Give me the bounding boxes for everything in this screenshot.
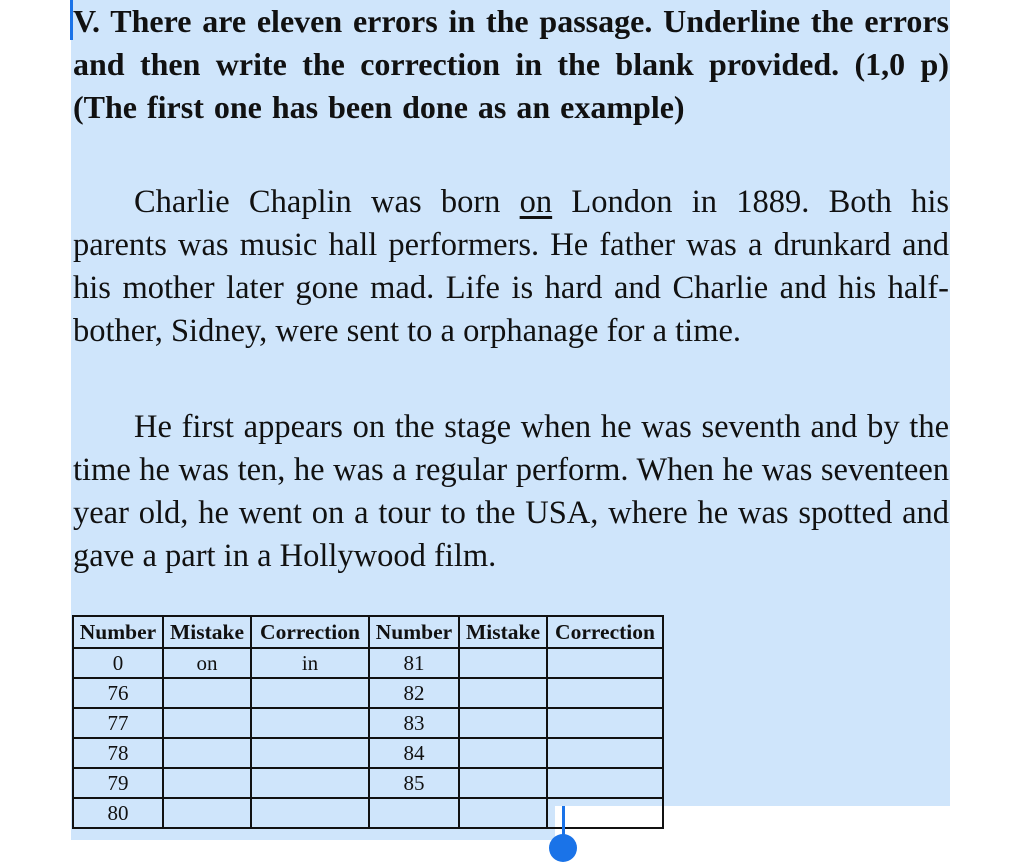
header-correction: Correction (251, 616, 369, 648)
mistake-cell[interactable] (163, 738, 251, 768)
number-cell: 76 (73, 678, 163, 708)
paragraph-1-after: London in 1889. Both his parents was music hall performers. He father was a drunkard and his mother later gone mad. Life is hard and Charlie and his half-bother, Sidney, were sent to a orphanage for a time. (73, 184, 949, 349)
mistake-cell[interactable] (163, 708, 251, 738)
number-cell: 78 (73, 738, 163, 768)
table-row (73, 768, 663, 798)
correction-cell[interactable] (547, 708, 663, 738)
mistake-cell[interactable] (459, 798, 547, 828)
correction-cell[interactable] (547, 768, 663, 798)
number-cell: 84 (369, 738, 459, 768)
table-row (73, 678, 663, 708)
number-cell (369, 798, 459, 828)
passage-paragraph-1 (73, 181, 949, 353)
mistake-cell[interactable] (459, 738, 547, 768)
number-cell: 81 (369, 648, 459, 678)
number-cell: 0 (73, 648, 163, 678)
example-error-word: on (519, 184, 553, 220)
table-row (73, 798, 663, 828)
correction-cell[interactable] (547, 738, 663, 768)
number-cell: 85 (369, 768, 459, 798)
table-row (73, 738, 663, 768)
header-correction: Correction (547, 616, 663, 648)
correction-cell[interactable] (251, 768, 369, 798)
selection-end-handle[interactable] (549, 834, 577, 862)
correction-cell[interactable] (251, 738, 369, 768)
correction-cell[interactable] (251, 798, 369, 828)
mistake-cell[interactable] (163, 768, 251, 798)
header-number: Number (369, 616, 459, 648)
number-cell: 77 (73, 708, 163, 738)
correction-cell[interactable] (547, 648, 663, 678)
header-mistake: Mistake (459, 616, 547, 648)
table-row (73, 708, 663, 738)
mistake-cell[interactable] (163, 678, 251, 708)
correction-cell[interactable] (251, 678, 369, 708)
paragraph-1-before: Charlie Chaplin was born (134, 184, 520, 220)
mistake-cell[interactable] (459, 768, 547, 798)
mistake-cell[interactable] (459, 648, 547, 678)
number-cell: 79 (73, 768, 163, 798)
correction-cell[interactable] (547, 678, 663, 708)
number-cell: 80 (73, 798, 163, 828)
mistake-cell[interactable] (459, 678, 547, 708)
table-row (73, 648, 663, 678)
table-header-row (73, 616, 663, 648)
number-cell: 83 (369, 708, 459, 738)
number-cell: 82 (369, 678, 459, 708)
answer-table (72, 615, 664, 829)
header-mistake: Mistake (163, 616, 251, 648)
correction-cell[interactable] (251, 708, 369, 738)
exercise-heading: V. There are eleven errors in the passage. Underline the errors and then write the correction in the blank provided. (1,0 p) (The first one has been done as an example) (73, 3, 949, 125)
mistake-cell[interactable] (459, 708, 547, 738)
mistake-cell[interactable]: on (163, 648, 251, 678)
correction-cell[interactable]: in (251, 648, 369, 678)
mistake-cell[interactable] (163, 798, 251, 828)
passage-paragraph-2: He first appears on the stage when he was seventh and by the time he was ten, he was a regular perform. When he was seventeen year old, he went on a tour to the USA, where he was spotted and gave a part in a Hollywood film. (73, 409, 949, 574)
header-number: Number (73, 616, 163, 648)
